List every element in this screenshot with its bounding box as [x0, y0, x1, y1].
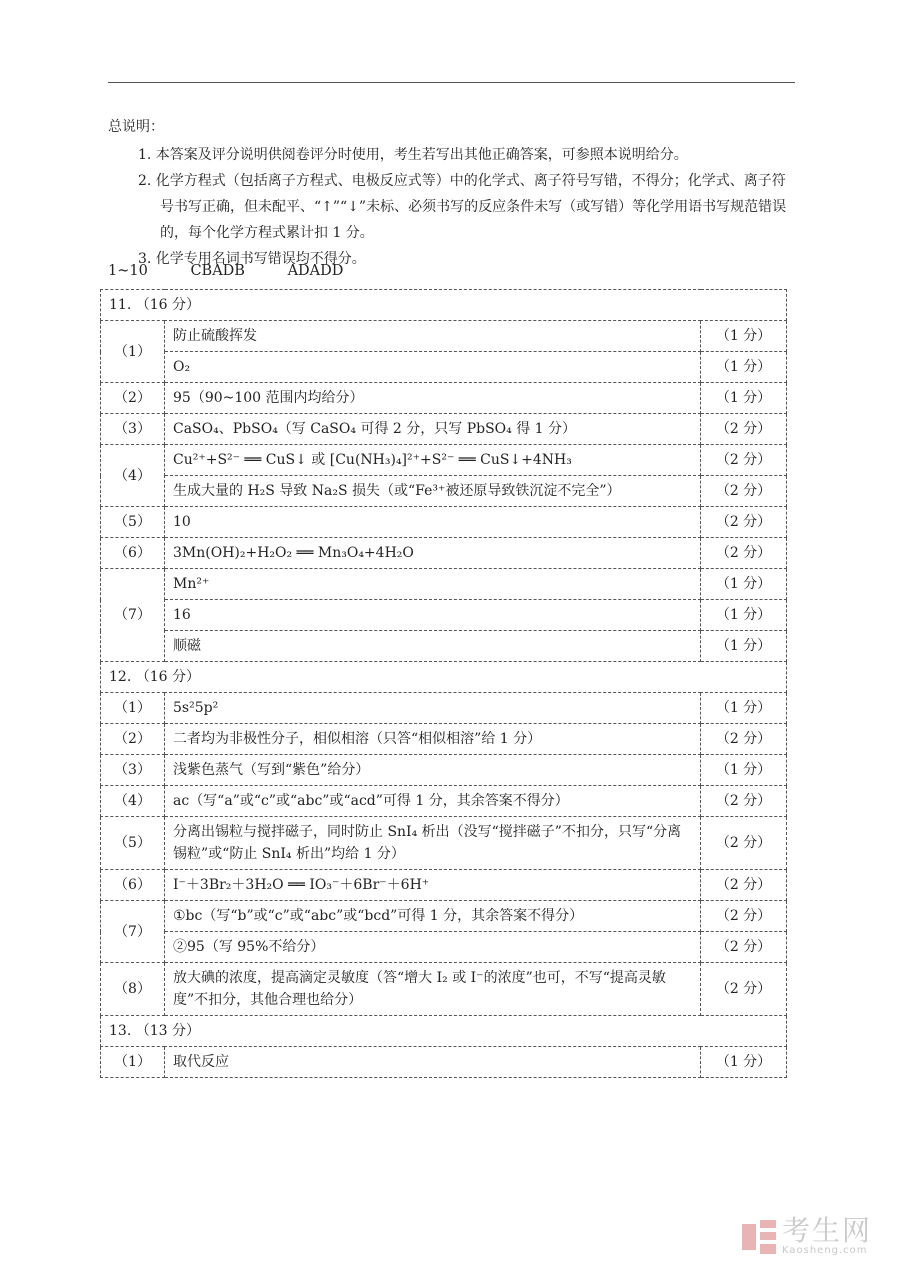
note-item: 1. 本答案及评分说明供阅卷评分时使用，考生若写出其他正确答案，可参照本说明给分。	[138, 147, 688, 163]
choice-group-2: ADADD	[287, 263, 344, 279]
question-header-row	[101, 662, 787, 693]
q11-part7-points-c: （1 分）	[701, 631, 787, 662]
answer-table	[100, 289, 787, 1078]
q11-part5-answer: 10	[165, 507, 701, 538]
q13-part1-label: （1）	[101, 1047, 165, 1078]
table-row	[101, 383, 787, 414]
q11-part1-points-a: （1 分）	[701, 321, 787, 352]
q11-part4-answer-a: Cu²⁺+S²⁻ ══ CuS↓ 或 [Cu(NH₃)₄]²⁺+S²⁻ ══ CuS↓+4NH₃	[165, 445, 701, 476]
table-row	[101, 507, 787, 538]
q12-part7-answer-a: ①bc（写“b”或“c”或“abc”或“bcd”可得 1 分，其余答案不得分）	[165, 901, 701, 932]
watermark	[742, 1214, 872, 1256]
q12-part7-answer-b: ②95（写 95%不给分）	[165, 932, 701, 963]
q11-part1-answer-b: O₂	[165, 352, 701, 383]
table-row	[101, 476, 787, 507]
q12-part5-label: （5）	[101, 817, 165, 870]
q12-part6-points: （2 分）	[701, 870, 787, 901]
q11-part6-label: （6）	[101, 538, 165, 569]
q12-title: 12. （16 分）	[101, 662, 787, 693]
q12-part3-points: （1 分）	[701, 755, 787, 786]
q13-title: 13. （13 分）	[101, 1016, 787, 1047]
q11-part7-answer-b: 16	[165, 600, 701, 631]
q11-part2-answer: 95（90~100 范围内均给分）	[165, 383, 701, 414]
q11-part3-answer: CaSO₄、PbSO₄（写 CaSO₄ 可得 2 分，只写 PbSO₄ 得 1 分）	[165, 414, 701, 445]
question-header-row	[101, 1016, 787, 1047]
q12-part5-answer: 分离出锡粒与搅拌磁子，同时防止 SnI₄ 析出（没写“搅拌磁子”不扣分，只写“分离锡粒”或“防止 SnI₄ 析出”均给 1 分）	[165, 817, 701, 870]
table-row	[101, 600, 787, 631]
table-row	[101, 786, 787, 817]
table-row	[101, 901, 787, 932]
q11-part4-points-b: （2 分）	[701, 476, 787, 507]
top-rule	[108, 82, 795, 83]
q11-part7-points-a: （1 分）	[701, 569, 787, 600]
notes-list	[108, 142, 798, 272]
q11-part6-points: （2 分）	[701, 538, 787, 569]
question-header-row	[101, 290, 787, 321]
q11-part1-label: （1）	[101, 321, 165, 383]
q11-part2-label: （2）	[101, 383, 165, 414]
q12-part2-answer: 二者均为非极性分子，相似相溶（只答“相似相溶”给 1 分）	[165, 724, 701, 755]
table-row	[101, 1047, 787, 1078]
q12-part1-label: （1）	[101, 693, 165, 724]
q11-title: 11. （16 分）	[101, 290, 787, 321]
table-row	[101, 932, 787, 963]
table-row	[101, 963, 787, 1016]
table-row	[101, 414, 787, 445]
q11-part3-label: （3）	[101, 414, 165, 445]
q11-part2-points: （1 分）	[701, 383, 787, 414]
q12-part2-label: （2）	[101, 724, 165, 755]
q12-part4-points: （2 分）	[701, 786, 787, 817]
q12-part7-label: （7）	[101, 901, 165, 963]
watermark-logo-icon	[742, 1220, 776, 1254]
choice-group-1: CBADB	[190, 263, 245, 279]
q11-part5-label: （5）	[101, 507, 165, 538]
table-row	[101, 569, 787, 600]
watermark-text: 考生网	[781, 1214, 872, 1247]
q11-part4-label: （4）	[101, 445, 165, 507]
q11-part4-answer-b: 生成大量的 H₂S 导致 Na₂S 损失（或“Fe³⁺被还原导致铁沉淀不完全”）	[165, 476, 701, 507]
watermark-url: Kaosheng.com	[781, 1245, 868, 1256]
q11-part5-points: （2 分）	[701, 507, 787, 538]
note-item: 3. 化学专用名词书写错误均不得分。	[138, 251, 366, 267]
table-row	[101, 352, 787, 383]
table-row	[101, 755, 787, 786]
q11-part1-answer-a: 防止硫酸挥发	[165, 321, 701, 352]
q13-part1-points: （1 分）	[701, 1047, 787, 1078]
q12-part6-label: （6）	[101, 870, 165, 901]
q12-part7-points-b: （2 分）	[701, 932, 787, 963]
q12-part8-label: （8）	[101, 963, 165, 1016]
table-row	[101, 321, 787, 352]
table-row	[101, 724, 787, 755]
q12-part2-points: （2 分）	[701, 724, 787, 755]
q11-part7-answer-c: 顺磁	[165, 631, 701, 662]
table-row	[101, 445, 787, 476]
q11-part4-points-a: （2 分）	[701, 445, 787, 476]
q11-part6-answer: 3Mn(OH)₂+H₂O₂ ══ Mn₃O₄+4H₂O	[165, 538, 701, 569]
q12-part4-answer: ac（写“a”或“c”或“abc”或“acd”可得 1 分，其余答案不得分）	[165, 786, 701, 817]
q12-part5-points: （2 分）	[701, 817, 787, 870]
multiple-choice-answers	[108, 263, 381, 279]
q11-part1-points-b: （1 分）	[701, 352, 787, 383]
q11-part3-points: （2 分）	[701, 414, 787, 445]
q12-part1-answer: 5s²5p²	[165, 693, 701, 724]
q13-part1-answer: 取代反应	[165, 1047, 701, 1078]
q12-part1-points: （1 分）	[701, 693, 787, 724]
choice-range: 1~10	[108, 263, 148, 279]
q12-part8-answer: 放大碘的浓度，提高滴定灵敏度（答“增大 I₂ 或 I⁻的浓度”也可，不写“提高灵敏度”不扣分，其他合理也给分）	[165, 963, 701, 1016]
q12-part6-answer: I⁻＋3Br₂＋3H₂O ══ IO₃⁻＋6Br⁻＋6H⁺	[165, 870, 701, 901]
table-row	[101, 693, 787, 724]
q12-part3-answer: 浅紫色蒸气（写到“紫色”给分）	[165, 755, 701, 786]
q11-part7-label: （7）	[101, 569, 165, 662]
table-row	[101, 870, 787, 901]
q12-part3-label: （3）	[101, 755, 165, 786]
q11-part7-points-b: （1 分）	[701, 600, 787, 631]
q11-part7-answer-a: Mn²⁺	[165, 569, 701, 600]
note-item: 2. 化学方程式（包括离子方程式、电极反应式等）中的化学式、离子符号写错，不得分；化学式、离子符号书写正确，但未配平、“↑”“↓”未标、必须书写的反应条件未写（或写错）等化学用语书写规范错误的，每个化学方程式累计扣 1 分。	[138, 173, 787, 241]
table-row	[101, 817, 787, 870]
table-row	[101, 538, 787, 569]
q12-part4-label: （4）	[101, 786, 165, 817]
watermark-text-block	[781, 1214, 872, 1256]
table-row	[101, 631, 787, 662]
notes-heading: 总说明：	[108, 119, 164, 135]
q12-part8-points: （2 分）	[701, 963, 787, 1016]
q12-part7-points-a: （2 分）	[701, 901, 787, 932]
general-notes	[108, 114, 798, 272]
